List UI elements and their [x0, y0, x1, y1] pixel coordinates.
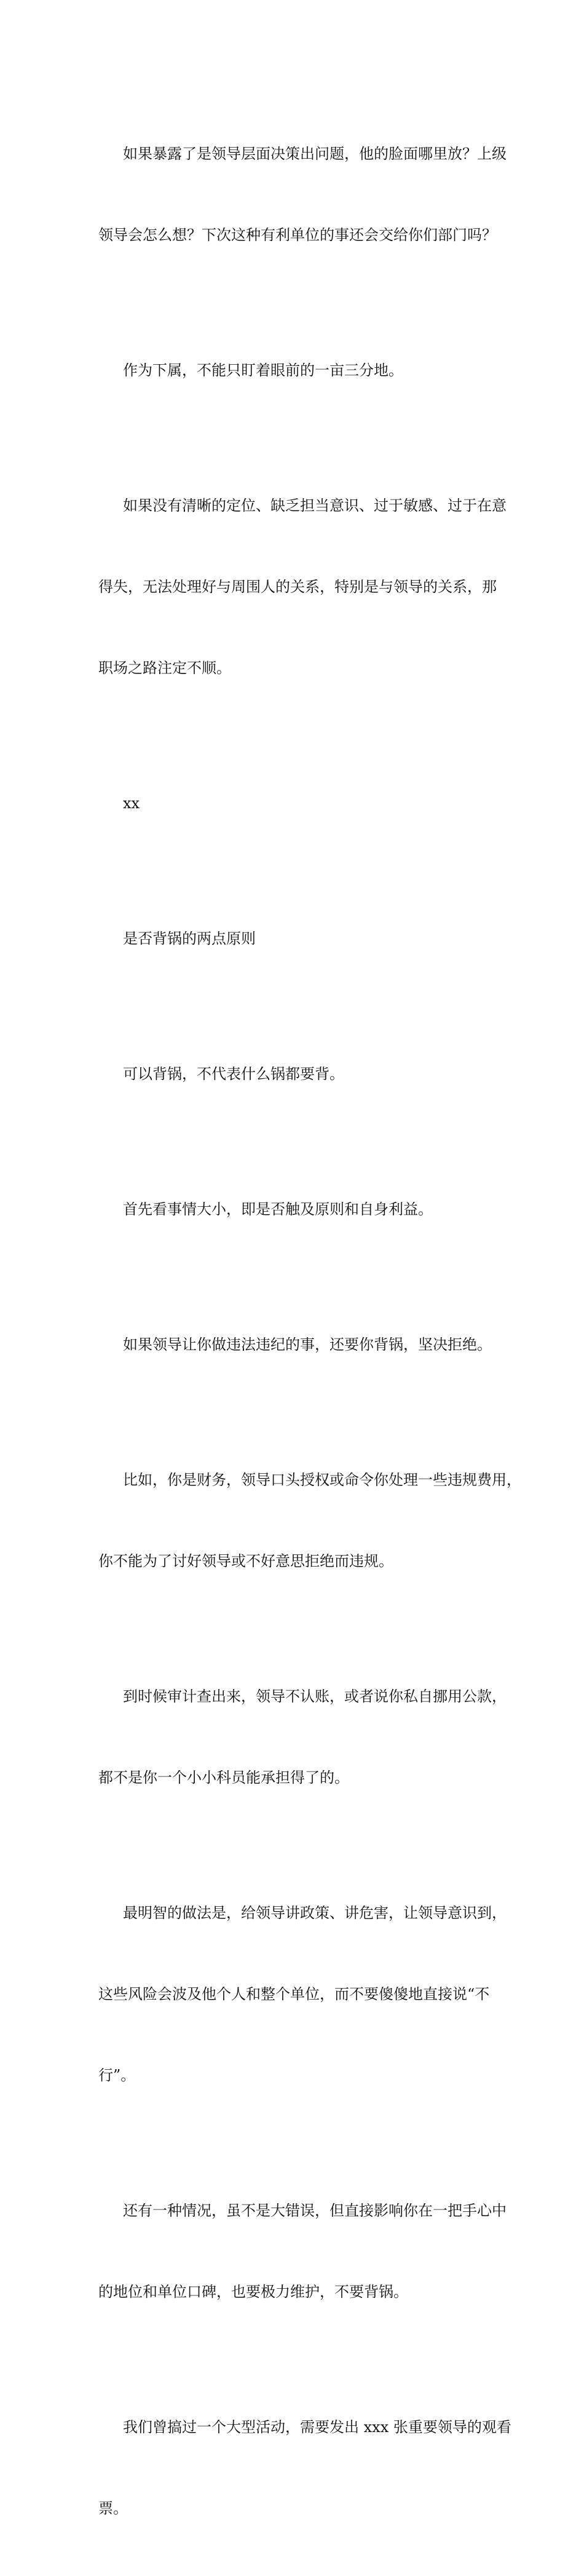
text-line: 我们曾搞过一个大型活动，需要发出 xxx 张重要领导的观看: [123, 2419, 511, 2436]
text-line: 这些风险会波及他个人和整个单位，而不要傻傻地直接说“不: [98, 1986, 490, 2003]
paragraph: [74, 1629, 511, 1845]
paragraph: [74, 86, 511, 303]
paragraph: [74, 438, 511, 736]
text-line: 都不是你一个小小科员能承担得了的。: [98, 1769, 349, 1786]
text-line: 的地位和单位口碑，也要极力维护，不要背锅。: [98, 2283, 408, 2300]
text-line: 最明智的做法是，给领导讲政策、讲危害，让领导意识到，: [123, 1904, 507, 1922]
text-line: 可以背锅，不代表什么锅都要背。: [123, 1065, 344, 1083]
paragraph: [74, 2359, 511, 2576]
text-line: xx: [123, 795, 140, 812]
text-line: 如果领导让你做违法违纪的事，还要你背锅，坚决拒绝。: [123, 1336, 492, 1353]
text-line: 领导会怎么想？下次这种有利单位的事还会交给你们部门吗？: [98, 226, 497, 244]
section-heading: [74, 871, 511, 1006]
text-line: 票。: [98, 2500, 128, 2517]
paragraph: [74, 2143, 511, 2359]
text-line: 行”。: [98, 2067, 136, 2084]
text-line: 得失，无法处理好与周围人的关系，特别是与领导的关系，那: [98, 578, 497, 595]
paragraph: [74, 1142, 511, 1277]
paragraph: [74, 1277, 511, 1412]
text-line: 如果没有清晰的定位、缺乏担当意识、过于敏感、过于在意: [123, 497, 507, 514]
text-line: 首先看事情大小，即是否触及原则和自身利益。: [123, 1201, 433, 1218]
text-line: 作为下属，不能只盯着眼前的一亩三分地。: [123, 362, 403, 379]
text-line: 你不能为了讨好领导或不好意思拒绝而违规。: [98, 1552, 393, 1570]
paragraph: [74, 1006, 511, 1142]
text-line: 是否背锅的两点原则: [123, 930, 256, 947]
paragraph: [74, 303, 511, 438]
paragraph: [74, 1412, 521, 1629]
text-line: 到时候审计查出来，领导不认账，或者说你私自挪用公款，: [123, 1688, 507, 1705]
text-line: 比如，你是财务，领导口头授权或命令你处理一些违规费用，: [123, 1471, 521, 1489]
text-line: 如果暴露了是领导层面决策出问题，他的脸面哪里放？上级: [123, 145, 507, 162]
document-body: [74, 86, 521, 2576]
section-number: [74, 736, 511, 871]
text-line: 职场之路注定不顺。: [98, 659, 231, 677]
paragraph: [74, 1845, 511, 2143]
text-line: 还有一种情况，虽不是大错误，但直接影响你在一把手心中: [123, 2202, 507, 2219]
